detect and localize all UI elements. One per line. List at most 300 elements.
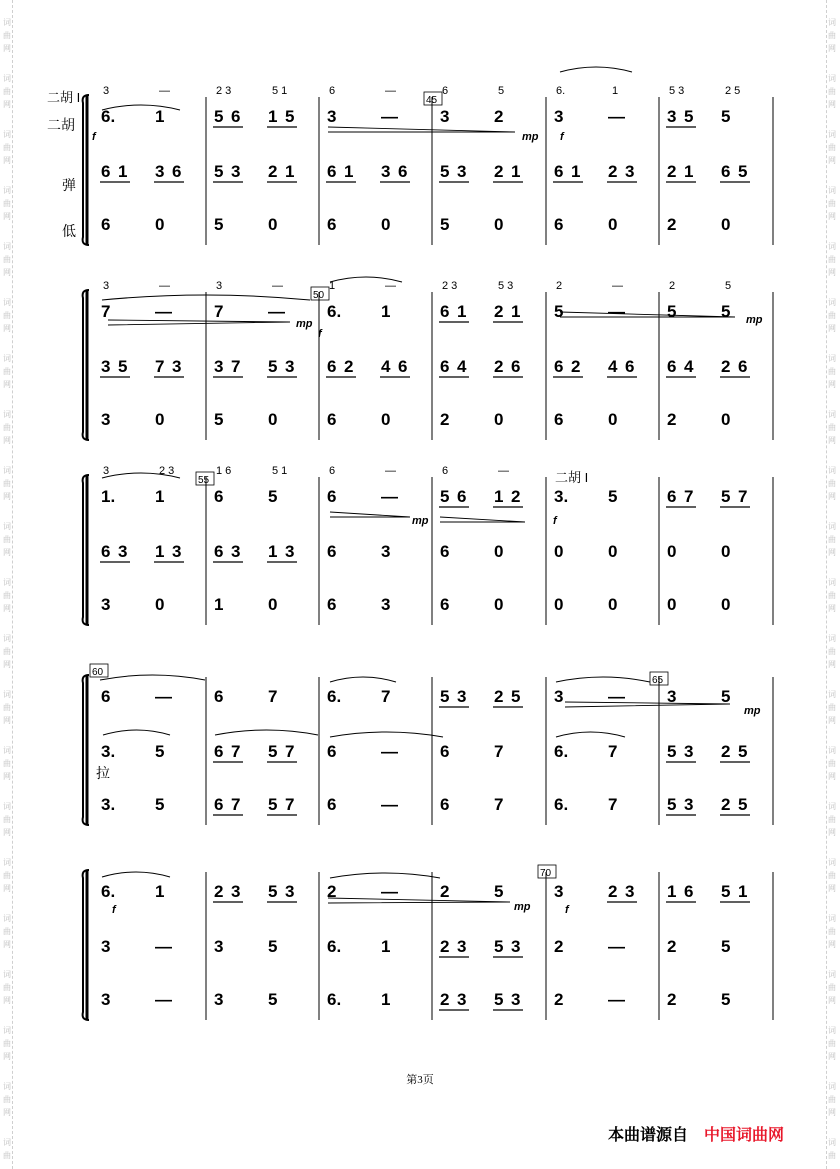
staff-2-note: 2 — [667, 162, 677, 181]
staff-2-note: 7 — [231, 357, 241, 376]
staff-1-note: — — [155, 687, 172, 706]
watermark-char: 网 — [828, 548, 836, 557]
watermark-char: 曲 — [828, 255, 836, 264]
staff-3-note: 5 — [268, 990, 278, 1009]
staff-2-note: 2 — [571, 357, 581, 376]
watermark-char: 曲 — [3, 255, 11, 264]
watermark-char: 曲 — [3, 647, 11, 656]
staff-3-note: 5 — [268, 795, 278, 814]
staff-2-note: 7 — [285, 742, 295, 761]
staff-3-note: 0 — [721, 410, 731, 429]
watermark-char: 网 — [828, 772, 836, 781]
staff-1-note: 5 — [554, 302, 564, 321]
staff-2-note: 6 — [440, 357, 450, 376]
guide-note: 5 1 — [272, 85, 288, 97]
staff-2-note: 3 — [684, 742, 694, 761]
staff-2-note: 7 — [494, 742, 504, 761]
watermark-char: 网 — [3, 996, 11, 1005]
staff-3-note: 0 — [608, 410, 618, 429]
watermark-char: 曲 — [3, 479, 11, 488]
slur — [330, 873, 440, 878]
part-label-erhu-1-entry: 二胡 I — [555, 470, 589, 485]
guide-note: — — [385, 465, 396, 477]
staff-1-note: 7 — [214, 302, 224, 321]
watermark-char: 曲 — [828, 983, 836, 992]
watermark-char: 词 — [828, 242, 836, 251]
staff-2-note: — — [608, 937, 625, 956]
staff-2-note: 6 — [327, 357, 337, 376]
staff-3-note: 7 — [494, 795, 504, 814]
dynamic-mp: mp — [514, 901, 531, 913]
watermark-char: 曲 — [828, 871, 836, 880]
staff-2-note: 6 — [327, 542, 337, 561]
staff-2-note: 2 — [494, 162, 504, 181]
staff-3-note: 5 — [721, 990, 731, 1009]
watermark-char: 曲 — [3, 703, 11, 712]
staff-1-note: 3 — [625, 882, 635, 901]
dynamic-mp: mp — [744, 705, 761, 717]
staff-1-note: 7 — [268, 687, 278, 706]
watermark-char: 网 — [3, 716, 11, 725]
watermark-char: 曲 — [828, 1039, 836, 1048]
watermark-char: 网 — [3, 324, 11, 333]
watermark-char: 网 — [828, 268, 836, 277]
watermark-char: 网 — [3, 940, 11, 949]
watermark-char: 词 — [828, 914, 836, 923]
staff-2-note: 2 — [721, 742, 731, 761]
watermark-char: 网 — [828, 436, 836, 445]
staff-2-note: 3 — [285, 542, 295, 561]
staff-1-note: 6 — [101, 687, 111, 706]
staff-2-note: 6 — [554, 162, 564, 181]
staff-3-note: 2 — [667, 215, 677, 234]
guide-note: 2 5 — [725, 85, 741, 97]
source-prefix: 本曲谱源自 — [608, 1125, 689, 1144]
watermark-char: 词 — [3, 1082, 11, 1091]
watermark-char: 词 — [828, 578, 836, 587]
staff-1-note: 2 — [494, 302, 504, 321]
watermark-char: 网 — [3, 212, 11, 221]
watermark-char: 曲 — [3, 367, 11, 376]
staff-1-note: 5 — [285, 107, 295, 126]
staff-3-note: 0 — [721, 595, 731, 614]
staff-1-note: 7 — [381, 687, 391, 706]
hairpin — [328, 127, 515, 132]
staff-3-note: 3 — [214, 990, 224, 1009]
staff-3-note: 0 — [667, 595, 677, 614]
watermark-char: 词 — [828, 522, 836, 531]
staff-1-note: 3 — [554, 687, 564, 706]
staff-2-note: 1 — [381, 937, 391, 956]
staff-3-note: 3. — [101, 795, 116, 814]
watermark-char: 词 — [828, 858, 836, 867]
staff-1-note: 1 — [155, 882, 165, 901]
watermark-char: 词 — [3, 186, 11, 195]
staff-2-note: 6 — [214, 542, 224, 561]
slur — [330, 732, 443, 737]
watermark-char: 网 — [3, 44, 11, 53]
guide-note: — — [272, 280, 283, 292]
watermark-char: 网 — [3, 268, 11, 277]
slur — [560, 67, 632, 72]
staff-1-note: 5 — [268, 882, 278, 901]
dynamic-f: f — [553, 515, 557, 527]
watermark-char: 词 — [828, 298, 836, 307]
staff-1-note: 5 — [608, 487, 618, 506]
staff-3-note: 5 — [738, 795, 748, 814]
staff-2-note: 3 — [118, 542, 128, 561]
watermark-char: 网 — [828, 324, 836, 333]
rehearsal-number: 70 — [540, 868, 552, 879]
staff-2-note: 4 — [608, 357, 618, 376]
staff-1-note: 3 — [554, 107, 564, 126]
staff-1-note: 1 — [457, 302, 467, 321]
watermark-char: 曲 — [3, 1039, 11, 1048]
staff-2-note: 1 — [268, 542, 278, 561]
watermark-char: 曲 — [828, 647, 836, 656]
staff-2-note: 2 — [721, 357, 731, 376]
watermark-char: 词 — [3, 802, 11, 811]
watermark-char: 词 — [828, 74, 836, 83]
staff-3-note: 5 — [155, 795, 165, 814]
staff-2-note: 6 — [440, 542, 450, 561]
staff-1-note: 1 — [268, 107, 278, 126]
watermark-char: 词 — [828, 410, 836, 419]
staff-1-note: 5 — [440, 487, 450, 506]
staff-3-note: 0 — [155, 215, 165, 234]
staff-1-note: — — [608, 687, 625, 706]
staff-2-note: 4 — [381, 357, 391, 376]
watermark-char: 曲 — [3, 871, 11, 880]
staff-2-note: 3 — [231, 162, 241, 181]
staff-2-note: 6 — [440, 742, 450, 761]
staff-2-note: 5 — [268, 937, 278, 956]
staff-2-note: 5 — [268, 742, 278, 761]
staff-2-note: 3 — [101, 937, 111, 956]
staff-2-note: — — [381, 742, 398, 761]
watermark-char: 曲 — [828, 143, 836, 152]
hairpin — [328, 898, 510, 903]
staff-1-note: 5 — [494, 882, 504, 901]
staff-3-note: 6 — [440, 795, 450, 814]
watermark-char: 曲 — [3, 423, 11, 432]
source-credit — [608, 1122, 784, 1145]
staff-2-note: 7 — [231, 742, 241, 761]
watermark-char: 词 — [828, 130, 836, 139]
watermark-char: 词 — [828, 1138, 836, 1147]
staff-3-note: 2 — [721, 795, 731, 814]
staff-3-note: 0 — [608, 215, 618, 234]
staff-3-note: 0 — [494, 215, 504, 234]
slur — [556, 732, 625, 737]
staff-1-note: 6 — [231, 107, 241, 126]
staff-1-note: — — [381, 107, 398, 126]
staff-2-note: 5 — [118, 357, 128, 376]
watermark-char: 词 — [3, 746, 11, 755]
staff-2-note: 3 — [457, 937, 467, 956]
staff-2-note: 0 — [554, 542, 564, 561]
guide-note: — — [385, 85, 396, 97]
staff-3-note: — — [381, 795, 398, 814]
staff-3-note: 6 — [554, 410, 564, 429]
dynamic-mp: mp — [296, 318, 313, 330]
guide-note: 5 — [725, 280, 732, 292]
rehearsal-number: 45 — [426, 95, 438, 106]
staff-3-note: 0 — [554, 595, 564, 614]
staff-2-note: 3 — [381, 542, 391, 561]
staff-3-note: 0 — [721, 215, 731, 234]
staff-3-note: 3 — [684, 795, 694, 814]
guide-note: 6. — [556, 85, 566, 97]
staff-2-note: 6 — [511, 357, 521, 376]
staff-3-note: 0 — [494, 595, 504, 614]
watermark-char: 网 — [828, 1052, 836, 1061]
guide-note: 1 — [329, 280, 336, 292]
staff-1-note: 1. — [101, 487, 116, 506]
watermark-char: 曲 — [828, 423, 836, 432]
guide-note: 6 — [442, 465, 449, 477]
rehearsal-number: 65 — [652, 675, 664, 686]
staff-2-note: 1 — [118, 162, 128, 181]
staff-2-note: 5 — [667, 742, 677, 761]
staff-1-note: 2 — [327, 882, 337, 901]
watermark-char: 词 — [3, 130, 11, 139]
staff-1-note: 3 — [285, 882, 295, 901]
watermark-char: 网 — [3, 156, 11, 165]
staff-1-note: 6 — [327, 487, 337, 506]
staff-1-note: 6. — [327, 687, 342, 706]
watermark-char: 网 — [828, 380, 836, 389]
watermark-char: 网 — [828, 604, 836, 613]
watermark-char: 网 — [3, 772, 11, 781]
guide-note: 3 — [216, 280, 223, 292]
staff-1-note: 5 — [440, 687, 450, 706]
watermark-char: 词 — [828, 690, 836, 699]
staff-2-note: 3 — [172, 542, 182, 561]
staff-3-note: 3 — [511, 990, 521, 1009]
watermark-char: 网 — [3, 1052, 11, 1061]
guide-note: 5 3 — [498, 280, 514, 292]
staff-2-note: 6 — [327, 742, 337, 761]
watermark-char: 曲 — [828, 591, 836, 600]
staff-2-note: 3 — [101, 357, 111, 376]
staff-1-note: 6. — [327, 302, 342, 321]
staff-3-note: 7 — [608, 795, 618, 814]
watermark-char: 词 — [3, 74, 11, 83]
staff-2-note: 2 — [344, 357, 354, 376]
watermark-char: 曲 — [3, 1151, 11, 1160]
staff-1-note: 2 — [494, 107, 504, 126]
staff-1-note: 2 — [511, 487, 521, 506]
staff-1-note: 2 — [214, 882, 224, 901]
staff-3-note: 6 — [327, 795, 337, 814]
watermark-char: 词 — [3, 18, 11, 27]
staff-1-note: 2 — [440, 882, 450, 901]
source-site-link[interactable]: 中国词曲网 — [704, 1125, 785, 1144]
watermark-char: 网 — [828, 44, 836, 53]
watermark-char: 曲 — [828, 535, 836, 544]
staff-1-note: 6 — [214, 687, 224, 706]
rehearsal-number: 50 — [313, 290, 325, 301]
guide-note: — — [612, 280, 623, 292]
staff-1-note: — — [381, 487, 398, 506]
watermark-char: 网 — [3, 100, 11, 109]
hairpin — [560, 312, 735, 317]
watermark-char: 词 — [3, 522, 11, 531]
staff-2-note: 2 — [494, 357, 504, 376]
staff-3-note: 0 — [268, 215, 278, 234]
staff-2-note: 3 — [214, 937, 224, 956]
guide-note: 2 — [556, 280, 563, 292]
watermark-char: 词 — [3, 690, 11, 699]
watermark-char: 网 — [3, 548, 11, 557]
staff-2-note: 1 — [684, 162, 694, 181]
staff-2-note: 5 — [738, 742, 748, 761]
staff-2-note: 5 — [440, 162, 450, 181]
staff-1-note: 3. — [554, 487, 569, 506]
watermark-char: 词 — [828, 746, 836, 755]
page-number: 第3页 — [406, 1074, 434, 1086]
staff-3-note: 6 — [214, 795, 224, 814]
guide-note: 6 — [329, 465, 336, 477]
staff-1-note: 3 — [231, 882, 241, 901]
rehearsal-number: 60 — [92, 667, 104, 678]
staff-2-note: 5 — [214, 162, 224, 181]
watermark-char: 曲 — [828, 1151, 836, 1160]
watermark-char: 曲 — [3, 535, 11, 544]
watermark-char: 词 — [3, 914, 11, 923]
watermark-char: 曲 — [3, 983, 11, 992]
watermark-char: 网 — [828, 492, 836, 501]
staff-1-note: 6 — [667, 487, 677, 506]
staff-3-note: 3 — [101, 410, 111, 429]
guide-note: 3 — [103, 280, 110, 292]
staff-2-note: 2 — [554, 937, 564, 956]
staff-3-note: 2 — [667, 990, 677, 1009]
staff-1-note: 1 — [511, 302, 521, 321]
staff-1-note: 5 — [721, 302, 731, 321]
staff-3-note: 0 — [608, 595, 618, 614]
staff-3-note: 0 — [155, 595, 165, 614]
watermark-char: 网 — [828, 716, 836, 725]
staff-2-note: 2 — [608, 162, 618, 181]
watermark-char: 词 — [828, 466, 836, 475]
staff-1-note: 6 — [440, 302, 450, 321]
watermark-char: 网 — [3, 380, 11, 389]
staff-2-note: 6 — [625, 357, 635, 376]
staff-1-note: — — [381, 882, 398, 901]
watermark-char: 网 — [3, 884, 11, 893]
staff-1-note: 5 — [214, 107, 224, 126]
staff-2-note: 1 — [571, 162, 581, 181]
watermark-char: 曲 — [3, 927, 11, 936]
staff-1-note: 2 — [494, 687, 504, 706]
watermark-char: 曲 — [828, 815, 836, 824]
staff-2-note: 3 — [231, 542, 241, 561]
staff-2-note: 0 — [608, 542, 618, 561]
staff-3-note: 0 — [381, 410, 391, 429]
staff-3-note: 0 — [268, 595, 278, 614]
staff-2-note: 6 — [738, 357, 748, 376]
hairpin — [108, 320, 290, 325]
dynamic-f: f — [92, 131, 96, 143]
watermark-char: 词 — [3, 410, 11, 419]
watermark-char: 网 — [828, 660, 836, 669]
staff-2-note: 6 — [101, 542, 111, 561]
staff-3-note: 5 — [214, 410, 224, 429]
watermark-char: 曲 — [828, 87, 836, 96]
watermark-char: 曲 — [828, 1095, 836, 1104]
staff-3-note: 6 — [101, 215, 111, 234]
staff-2-note: 0 — [494, 542, 504, 561]
staff-2-note: 6 — [214, 742, 224, 761]
staff-2-note: 6. — [554, 742, 569, 761]
dynamic-f: f — [318, 328, 322, 340]
dynamic-mp: mp — [412, 515, 429, 527]
guide-note: 3 — [103, 465, 110, 477]
rehearsal-number: 55 — [198, 475, 210, 486]
staff-2-note: 1 — [155, 542, 165, 561]
staff-2-note: 3 — [511, 937, 521, 956]
staff-3-note: 6 — [327, 215, 337, 234]
watermark-char: 词 — [3, 858, 11, 867]
watermark-char: 词 — [828, 634, 836, 643]
staff-1-note: 3 — [667, 107, 677, 126]
dynamic-mp: mp — [522, 131, 539, 143]
staff-1-note: — — [155, 302, 172, 321]
staff-2-note: 6 — [172, 162, 182, 181]
staff-3-note: 2 — [554, 990, 564, 1009]
dynamic-f: f — [112, 904, 116, 916]
watermark-char: 曲 — [3, 199, 11, 208]
guide-note: — — [159, 280, 170, 292]
slur — [330, 677, 396, 682]
staff-1-note: 3 — [457, 687, 467, 706]
staff-2-note: 3 — [381, 162, 391, 181]
guide-note: — — [385, 280, 396, 292]
watermark-char: 词 — [828, 1082, 836, 1091]
staff-3-note: 0 — [381, 215, 391, 234]
staff-3-note: 6. — [554, 795, 569, 814]
watermark-char: 曲 — [3, 31, 11, 40]
staff-1-note: 1 — [381, 302, 391, 321]
staff-2-note: 6 — [398, 162, 408, 181]
slur — [102, 872, 170, 877]
slur — [103, 730, 170, 735]
staff-2-note: 6 — [721, 162, 731, 181]
staff-2-note: 6 — [327, 162, 337, 181]
staff-2-note: 3. — [101, 742, 116, 761]
dynamic-f: f — [565, 904, 569, 916]
watermark-char: 网 — [3, 492, 11, 501]
guide-note: 2 3 — [216, 85, 232, 97]
staff-1-note: 7 — [684, 487, 694, 506]
staff-2-note: 0 — [721, 542, 731, 561]
staff-1-note: 5 — [684, 107, 694, 126]
staff-1-note: 5 — [721, 687, 731, 706]
staff-2-note: 7 — [155, 357, 165, 376]
watermark-char: 曲 — [828, 31, 836, 40]
watermark-char: 网 — [828, 996, 836, 1005]
staff-1-note: 7 — [101, 302, 111, 321]
watermark-char: 曲 — [828, 703, 836, 712]
staff-3-note: 6 — [554, 215, 564, 234]
staff-2-note: 6 — [667, 357, 677, 376]
staff-1-note: — — [608, 302, 625, 321]
watermark-char: 曲 — [828, 311, 836, 320]
watermark-char: 网 — [828, 1108, 836, 1117]
staff-3-note: 3 — [381, 595, 391, 614]
